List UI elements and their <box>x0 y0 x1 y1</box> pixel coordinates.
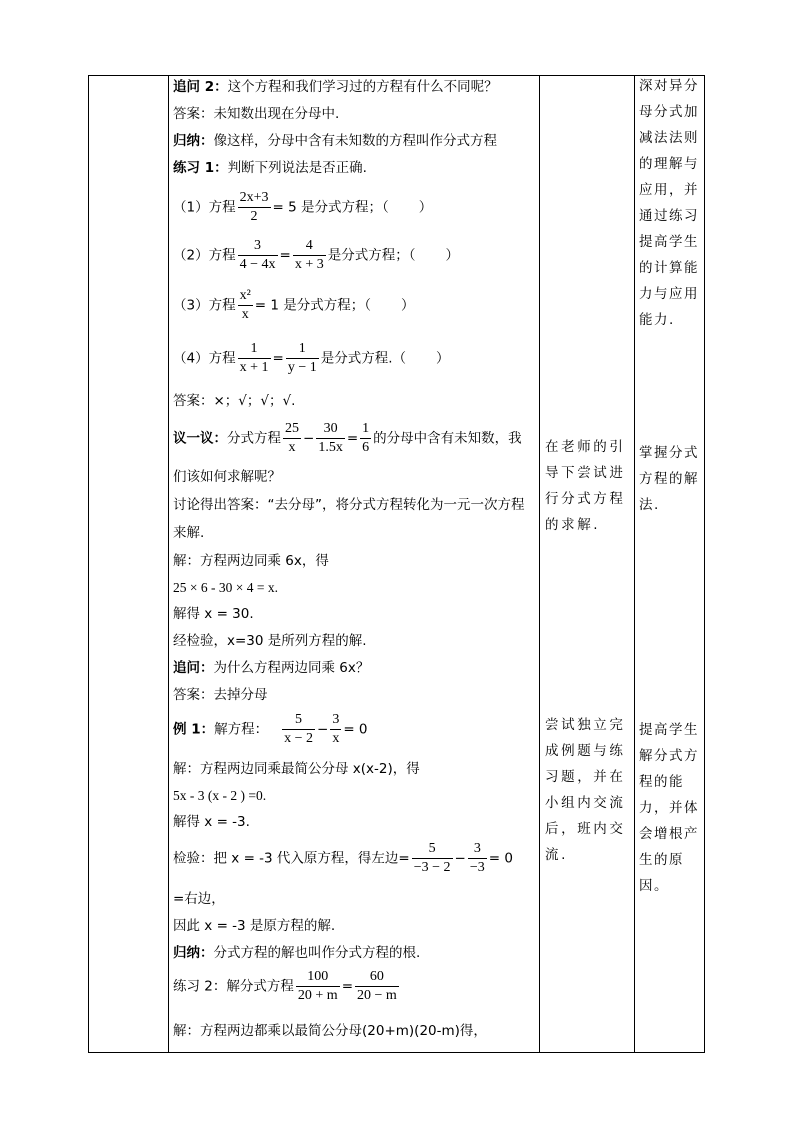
fraction: $\frac{2x+3}{2}$ <box>239 190 269 224</box>
example-solution: 5x - 3 (x - 2 ) =0. <box>173 788 267 803</box>
exercise-item-1: （1）方程 $\frac{2x+3}{2}$ = 5 是分式方程；（ ） <box>173 190 433 224</box>
lesson-table <box>88 75 705 1053</box>
fraction: $\frac{\text{x²}}{x}$ <box>239 288 251 322</box>
purpose-text-3: 提高学生解分式方程的能力，并体会增根产生的原因。 <box>639 722 699 894</box>
exercise-item-4: （4）方程 $\frac{1}{x + 1}$ = $\frac{1}{y - 1}$ 是分式方程.（ ） <box>173 341 450 375</box>
discussion-line-2: 们该如何求解呢？ <box>173 469 281 485</box>
fraction: $\frac{3}{-3}$ <box>469 841 485 875</box>
question-2: 追问 2：这个方程和我们学习过的方程有什么不同呢？ <box>173 79 498 95</box>
fraction: $\frac{3}{x}$ <box>332 712 340 746</box>
answer-3: 答案：去掉分母 <box>173 687 268 703</box>
fraction: $\frac{60}{20 - m}$ <box>357 969 397 1003</box>
discussion-result: 讨论得出答案：“去分母”，将分式方程转化为一元一次方程 <box>173 497 525 513</box>
activity-text-1: 在老师的引导下尝试进行分式方程的求解. <box>545 439 626 533</box>
student-activity-cell <box>545 76 631 1052</box>
answer-1: 答案：未知数出现在分母中. <box>173 106 340 122</box>
teaching-content-cell <box>173 76 535 1052</box>
column-divider <box>539 76 540 1052</box>
follow-up-question: 追问：为什么方程两边同乘 6x？ <box>173 660 370 676</box>
solution-line: 25 × 6 - 30 × 4 = x. <box>173 580 278 595</box>
fraction: $\frac{1}{y - 1}$ <box>287 341 317 375</box>
solution-line: 解得 x = 30. <box>173 606 254 622</box>
example-solution: 解得 x = -3. <box>173 814 250 830</box>
example-check-2: =右边， <box>173 891 225 907</box>
fraction: $\frac{100}{20 + m}$ <box>297 969 338 1003</box>
summary-2: 归纳：分式方程的解也叫作分式方程的根. <box>173 945 421 961</box>
fraction: $\frac{3}{4 - 4x}$ <box>239 238 276 272</box>
purpose-text-2: 掌握分式方程的解法. <box>639 445 699 513</box>
exercise-1: 练习 1：判断下列说法是否正确. <box>173 160 367 176</box>
activity-text-2: 尝试独立完成例题与练习题，并在小组内交流后，班内交流. <box>545 717 626 863</box>
fraction: $\frac{5}{-3 - 2}$ <box>413 841 451 875</box>
example-check: 检验：把 x = -3 代入原方程，得左边= $\frac{5}{-3 - 2}$ − $\frac{3}{-3}$ = 0 <box>173 841 513 875</box>
example-solution: 解：方程两边同乘最简公分母 x(x-2)，得 <box>173 761 420 777</box>
discussion-result-2: 来解. <box>173 525 205 541</box>
fraction: $\frac{1}{6}$ <box>362 421 370 455</box>
design-purpose-cell <box>639 76 703 1052</box>
purpose-text-1: 深对异分母分式加减法法则的理解与应用，并通过练习提高学生的计算能力与应用能力. <box>639 78 699 328</box>
discussion-prompt: 议一议：分式方程 $\frac{25}{x}$ − $\frac{30}{1.5x}$ = $\frac{1}{6}$ 的分母中含有未知数，我 <box>173 421 522 455</box>
summary-1: 归纳：像这样，分母中含有未知数的方程叫作分式方程 <box>173 133 497 149</box>
fraction: $\frac{25}{x}$ <box>285 421 299 455</box>
solution-line: 解：方程两边同乘 6x，得 <box>173 553 329 569</box>
answer-2: 答案：×；√；√；√. <box>173 393 296 409</box>
exercise-item-2: （2）方程 $\frac{3}{4 - 4x}$ = $\frac{4}{x + 3}$ 是分式方程；（ ） <box>173 238 459 272</box>
exercise-2-solution: 解：方程两边都乘以最简公分母(20+m)(20-m)得， <box>173 1023 487 1039</box>
fraction: $\frac{1}{x + 1}$ <box>239 341 269 375</box>
fraction: $\frac{30}{1.5x}$ <box>318 421 343 455</box>
exercise-item-3: （3）方程 $\frac{\text{x²}}{x}$ = 1 是分式方程；（ ） <box>173 288 415 322</box>
column-divider <box>634 76 635 1052</box>
example-1: 例 1：解方程： $\frac{5}{x - 2}$ − $\frac{3}{x}$ = 0 <box>173 712 368 746</box>
fraction: $\frac{5}{x - 2}$ <box>284 712 313 746</box>
column-divider <box>168 76 169 1052</box>
fraction: $\frac{4}{x + 3}$ <box>294 238 324 272</box>
solution-line: 经检验，x=30 是所列方程的解. <box>173 633 367 649</box>
example-conclusion: 因此 x = -3 是原方程的解. <box>173 918 336 934</box>
exercise-2: 练习 2：解分式方程 $\frac{100}{20 + m}$ = $\frac{60}{20 - m}$ <box>173 969 397 1003</box>
